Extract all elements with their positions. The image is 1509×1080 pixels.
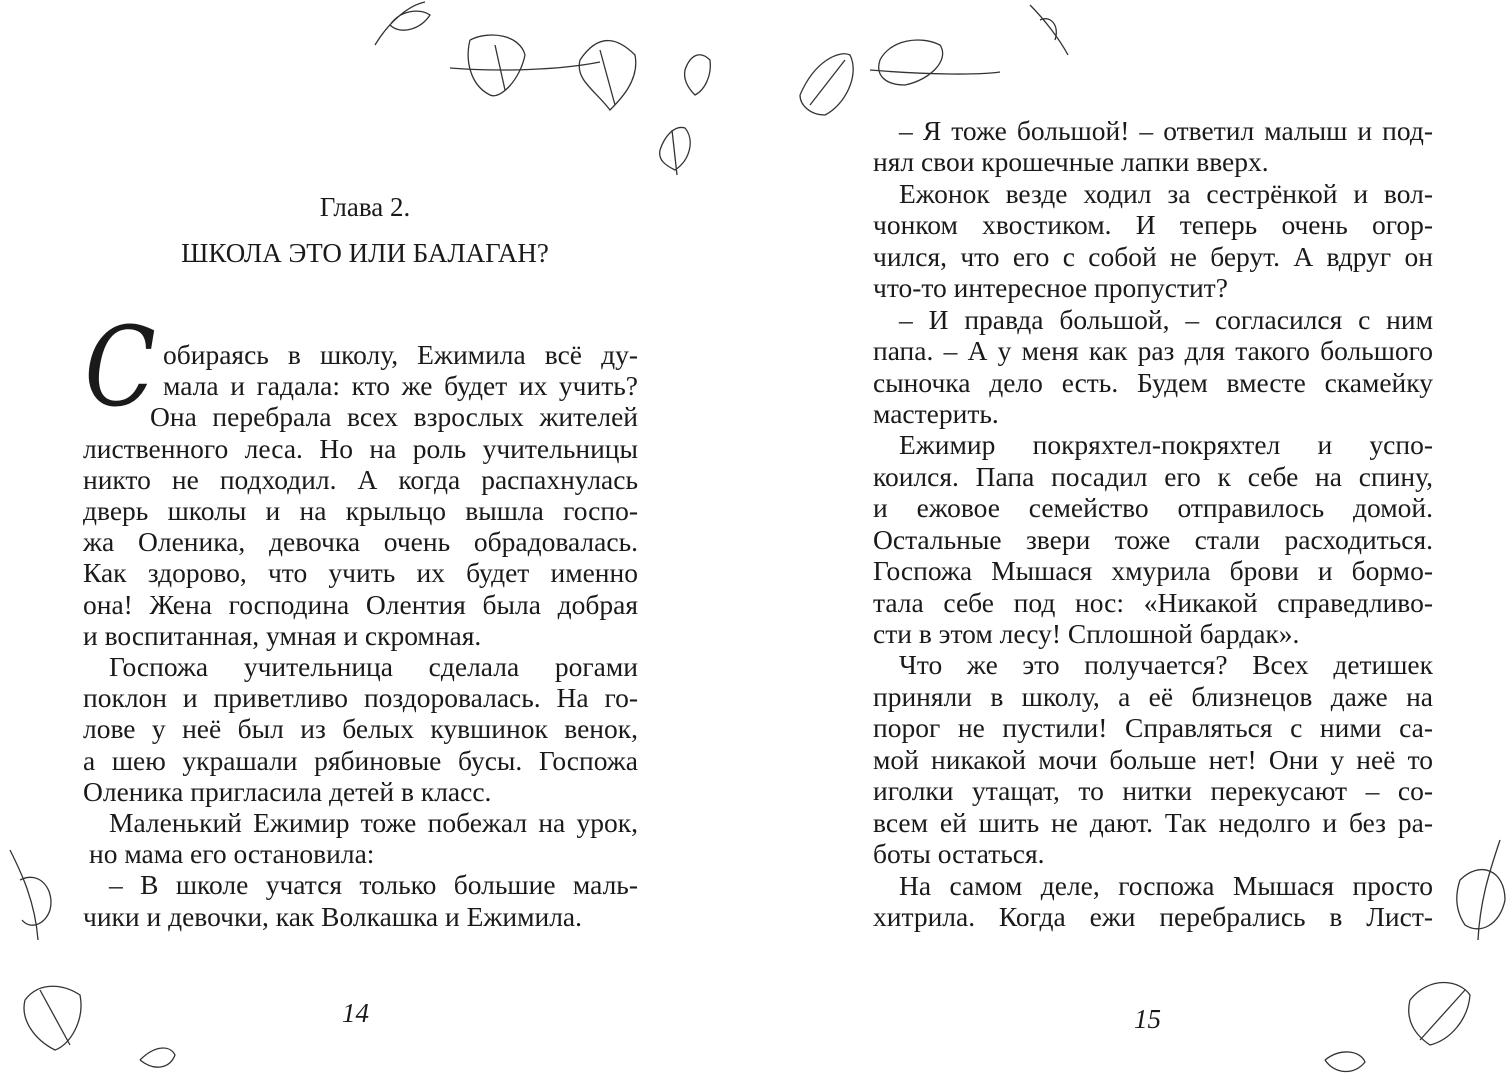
text-line: она! Жена господина Олентия была добрая [83,588,638,620]
text-line: тала себе под нос: «Никакой справедливо- [873,586,1433,618]
text-line: чился, что его с собой не берут. А вдруг он [873,240,1433,272]
text-line: поклон и приветливо поздоровалась. На го- [83,682,638,714]
page-number: 14 [342,998,369,1028]
text-line: боты остаться. [873,838,1045,870]
text-line: чонком хвостиком. И теперь очень огор- [873,209,1433,241]
text-line: и воспитанная, умная и скромная. [83,619,482,651]
text-line: сти в этом лесу! Сплошной бардак». [873,618,1300,650]
text-line: Ежимир покряхтел-покряхтел и успо- [899,429,1433,461]
text-line: дверь школы и на крыльцо вышла госпо- [83,495,638,526]
text-line: Что же это получается? Всех детишек [899,649,1433,681]
text-line: иголки утащат, то нитки перекусают – со- [873,775,1433,807]
text-line: Она перебрала всех взрослых жителей [150,401,638,433]
text-line: никто не подходил. А когда распахнулась [83,463,638,495]
text-line: – И правда большой, – согласился с ним [899,303,1433,335]
text-line: Госпожа Мышася хмурила брови и бормо- [873,555,1433,587]
text-line: Как здорово, что учить их будет именно [83,557,638,589]
chapter-title: ШКОЛА ЭТО ИЛИ БАЛАГАН? [181,238,549,268]
text-line: а шею украшали рябиновые бусы. Госпожа [83,744,638,776]
text-line: лове у неё был из белых кувшинок венок, [83,713,638,745]
text-line: Оленика пригласила детей в класс. [83,775,492,807]
text-line: чики и девочки, как Волкашка и Ежимила. [83,900,583,932]
text-line: Маленький Ежимир тоже побежал на урок, [109,807,638,838]
text-line: обираясь в школу, Ежимила всё ду- [163,339,638,370]
text-line: что-то интересное пропустит? [873,272,1228,304]
text-line: жа Оленика, девочка очень обрадовалась. [83,526,638,558]
text-line: коился. Папа посадил его к себе на спину, [873,460,1433,492]
text-line: порог не пустили! Справляться с ними са- [873,712,1433,744]
text-line: Госпожа учительница сделала рогами [109,651,638,682]
text-line: мала и гадала: кто же будет их учить? [163,370,638,402]
text-line: Остальные звери тоже стали расходиться. [873,523,1433,555]
right-page [754,0,1509,1080]
text-line: но мама его остановила: [89,838,375,870]
text-line: мастерить. [873,397,999,429]
text-line: хитрила. Когда ежи перебрались в Лист- [873,901,1433,932]
text-line: и ежовое семейство отправилось домой. [873,492,1433,524]
text-line: нял свои крошечные лапки вверх. [873,146,1269,178]
drop-cap: С [84,303,156,431]
text-line: мой никакой мочи больше нет! Они у неё то [873,743,1433,775]
page-number: 15 [1134,1004,1161,1034]
text-line: приняли в школу, а её близнецов даже на [873,680,1433,712]
left-page [0,0,754,1080]
text-line: лиственного леса. Но на роль учительницы [83,432,638,464]
chapter-number: Глава 2. [319,192,411,222]
text-line: – Я тоже большой! – ответил малыш и под- [899,115,1433,146]
text-line: папа. – А у меня как раз для такого большого [873,335,1433,367]
text-line: Ежонок везде ходил за сестрёнкой и вол- [899,177,1433,209]
text-line: На самом деле, госпожа Мышася просто [899,869,1433,901]
text-line: сыночка дело есть. Будем вместе скамейку [873,366,1433,398]
text-line: – В школе учатся только большие маль- [109,869,638,901]
text-line: всем ей шить не дают. Так недолго и без ра- [873,806,1433,838]
